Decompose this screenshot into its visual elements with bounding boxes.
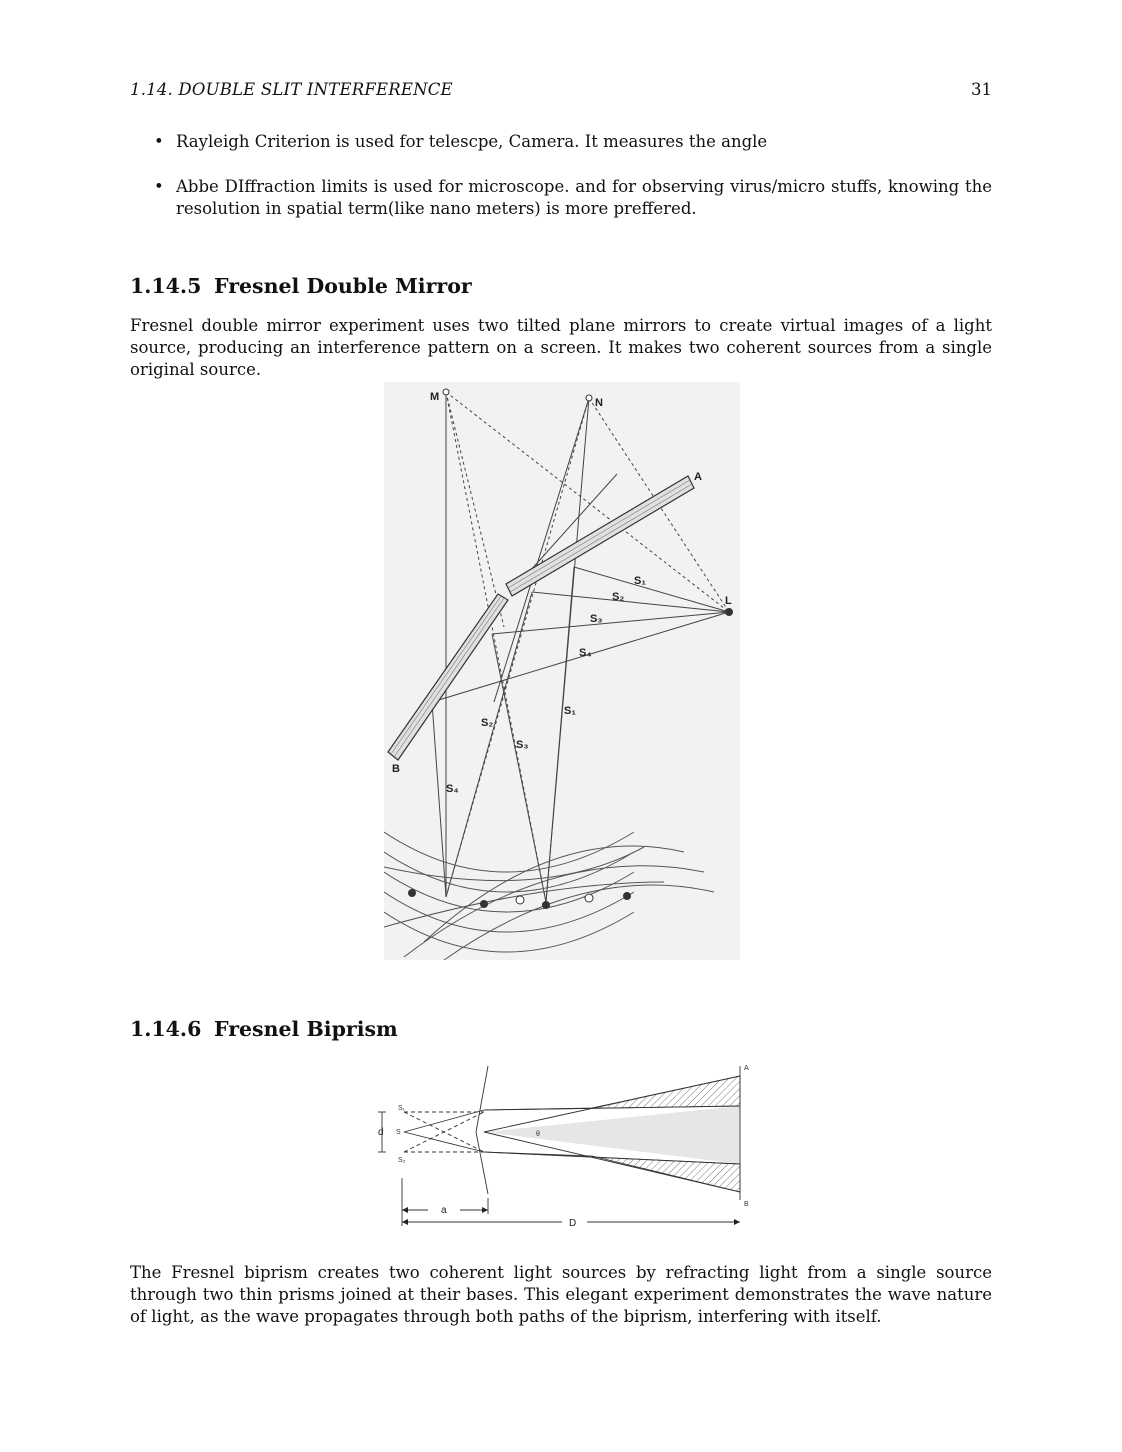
label-A: A: [744, 1065, 749, 1072]
label-theta: θ: [536, 1131, 540, 1138]
double-mirror-paragraph: Fresnel double mirror experiment uses two tilted plane mirrors to create virtual images of a light source, producing an interference pattern on a screen. It makes two coherent sources from a single original source.: [130, 316, 992, 379]
label-M: M: [430, 391, 440, 403]
section-number: 1.14.5: [130, 274, 202, 298]
bullet-list: [130, 131, 992, 243]
double-mirror-figure: [384, 382, 740, 960]
running-header: [130, 80, 992, 102]
label-L: L: [725, 595, 732, 607]
label-S1-top: S₁: [634, 575, 646, 587]
biprism-paragraph: The Fresnel biprism creates two coherent light sources by refracting light from a single source through two thin prisms joined at their bases. This elegant experiment demonstrates the wave nature of light, as the wave propagates through both paths of the biprism, interfering with itself.: [130, 1263, 992, 1326]
label-A: A: [694, 471, 702, 483]
list-item: [130, 176, 992, 220]
section-title: Fresnel Double Mirror: [214, 274, 472, 298]
label-S2-top: S₂: [612, 591, 625, 603]
label-a: a: [441, 1205, 447, 1216]
label-d: d: [378, 1127, 384, 1138]
bullet-text: Abbe DIffraction limits is used for microscope. and for observing virus/micro stuffs, knowing the resolution in spatial term(like nano meters) is more preffered.: [176, 177, 992, 218]
list-item: [130, 131, 992, 153]
label-S4-low: S₄: [446, 783, 459, 795]
section-title: Fresnel Biprism: [214, 1017, 398, 1041]
header-section-title: 1.14. DOUBLE SLIT INTERFERENCE: [130, 80, 453, 99]
label-S2: S₂: [398, 1157, 406, 1164]
bullet-icon: •: [154, 132, 164, 151]
label-N: N: [595, 397, 603, 409]
label-S1: S₁: [398, 1105, 406, 1112]
section-heading-biprism: [130, 1017, 398, 1041]
label-S2-low: S₂: [481, 717, 494, 729]
label-S1-low: S₁: [564, 705, 576, 717]
label-S3-low: S₃: [516, 739, 529, 751]
bullet-icon: •: [154, 177, 164, 196]
section-number: 1.14.6: [130, 1017, 202, 1041]
label-S: S: [396, 1129, 401, 1136]
label-B: B: [392, 763, 400, 775]
page-number: 31: [971, 80, 992, 99]
section-heading-double-mirror: [130, 274, 472, 298]
label-B: B: [744, 1201, 749, 1208]
bullet-text: Rayleigh Criterion is used for telescpe, Camera. It measures the angle: [176, 132, 768, 151]
label-S3-top: S₃: [590, 613, 603, 625]
label-S4-top: S₄: [579, 647, 592, 659]
biprism-figure: [372, 1060, 754, 1232]
label-D: D: [569, 1218, 577, 1229]
